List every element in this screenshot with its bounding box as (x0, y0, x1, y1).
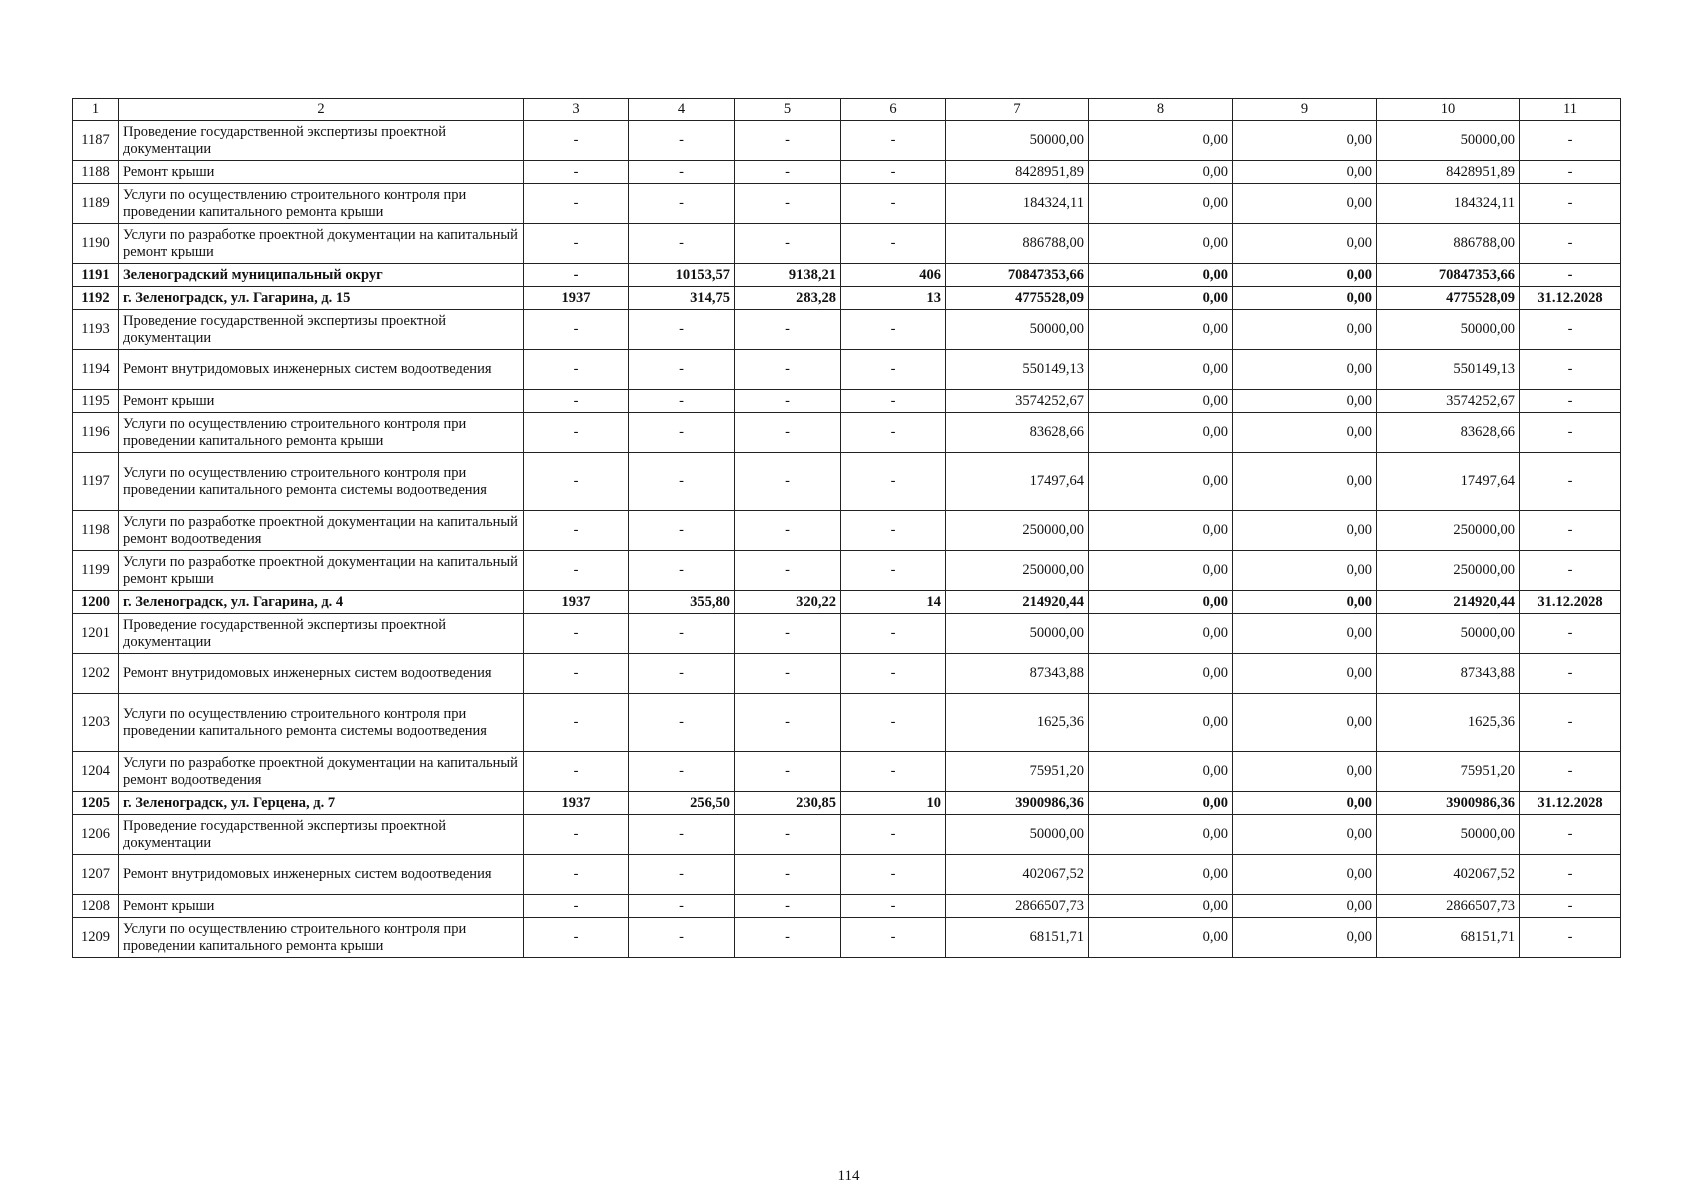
table-row (73, 350, 1621, 390)
cell-col-5: - (735, 413, 841, 453)
cell-col-7: 17497,64 (946, 453, 1089, 511)
cell-col-9: 0,00 (1233, 752, 1377, 792)
cell-col-4: - (629, 551, 735, 591)
cell-col-11: - (1520, 350, 1621, 390)
row-number: 1195 (73, 390, 119, 413)
cell-col-6: - (841, 815, 946, 855)
cell-col-11: - (1520, 855, 1621, 895)
cell-col-8: 0,00 (1089, 654, 1233, 694)
row-name: Услуги по разработке проектной документации на капитальный ремонт водоотведения (119, 752, 524, 792)
cell-col-6: - (841, 390, 946, 413)
cell-col-6: - (841, 310, 946, 350)
cell-col-6: - (841, 511, 946, 551)
cell-col-4: - (629, 413, 735, 453)
table-row (73, 654, 1621, 694)
row-name: Проведение государственной экспертизы проектной документации (119, 310, 524, 350)
table-row (73, 895, 1621, 918)
cell-col-6: - (841, 654, 946, 694)
cell-col-7: 1625,36 (946, 694, 1089, 752)
cell-col-10: 886788,00 (1377, 224, 1520, 264)
cell-col-4: - (629, 815, 735, 855)
row-number: 1206 (73, 815, 119, 855)
cell-col-4: - (629, 350, 735, 390)
row-name: Ремонт внутридомовых инженерных систем водоотведения (119, 654, 524, 694)
cell-col-7: 250000,00 (946, 511, 1089, 551)
cell-col-5: - (735, 551, 841, 591)
cell-col-8: 0,00 (1089, 310, 1233, 350)
cell-col-11: - (1520, 511, 1621, 551)
cell-col-9: 0,00 (1233, 694, 1377, 752)
cell-col-5: 283,28 (735, 287, 841, 310)
table-row (73, 551, 1621, 591)
row-number: 1209 (73, 918, 119, 958)
table-body (73, 121, 1621, 958)
cell-col-3: - (524, 654, 629, 694)
cell-col-7: 50000,00 (946, 310, 1089, 350)
cell-col-9: 0,00 (1233, 654, 1377, 694)
cell-col-9: 0,00 (1233, 591, 1377, 614)
cell-col-5: - (735, 161, 841, 184)
table-row (73, 224, 1621, 264)
cell-col-5: - (735, 390, 841, 413)
row-number: 1203 (73, 694, 119, 752)
row-name: г. Зеленоградск, ул. Гагарина, д. 15 (119, 287, 524, 310)
row-name: Услуги по разработке проектной документации на капитальный ремонт водоотведения (119, 511, 524, 551)
cell-col-10: 184324,11 (1377, 184, 1520, 224)
cell-col-7: 50000,00 (946, 815, 1089, 855)
cell-col-7: 2866507,73 (946, 895, 1089, 918)
table-row (73, 264, 1621, 287)
table-row (73, 591, 1621, 614)
cell-col-8: 0,00 (1089, 161, 1233, 184)
table-row (73, 121, 1621, 161)
cell-col-9: 0,00 (1233, 390, 1377, 413)
cell-col-11: - (1520, 752, 1621, 792)
row-name: г. Зеленоградск, ул. Гагарина, д. 4 (119, 591, 524, 614)
row-name: Услуги по осуществлению строительного контроля при проведении капитального ремонта крыши (119, 918, 524, 958)
cell-col-4: 256,50 (629, 792, 735, 815)
row-number: 1189 (73, 184, 119, 224)
cell-col-11: - (1520, 121, 1621, 161)
cell-col-9: 0,00 (1233, 614, 1377, 654)
cell-col-6: - (841, 161, 946, 184)
repair-program-table (72, 98, 1621, 958)
cell-col-6: - (841, 121, 946, 161)
cell-col-5: - (735, 453, 841, 511)
cell-col-7: 50000,00 (946, 614, 1089, 654)
table-row (73, 161, 1621, 184)
cell-col-3: - (524, 614, 629, 654)
cell-col-9: 0,00 (1233, 161, 1377, 184)
cell-col-8: 0,00 (1089, 815, 1233, 855)
cell-col-7: 83628,66 (946, 413, 1089, 453)
header-col-5: 5 (735, 99, 841, 121)
cell-col-3: - (524, 453, 629, 511)
row-number: 1188 (73, 161, 119, 184)
cell-col-3: - (524, 310, 629, 350)
cell-col-11: - (1520, 224, 1621, 264)
row-name: Зеленоградский муниципальный округ (119, 264, 524, 287)
cell-col-8: 0,00 (1089, 752, 1233, 792)
cell-col-10: 4775528,09 (1377, 287, 1520, 310)
cell-col-9: 0,00 (1233, 918, 1377, 958)
cell-col-7: 184324,11 (946, 184, 1089, 224)
row-name: Услуги по разработке проектной документации на капитальный ремонт крыши (119, 551, 524, 591)
cell-col-10: 50000,00 (1377, 815, 1520, 855)
header-col-9: 9 (1233, 99, 1377, 121)
cell-col-5: - (735, 694, 841, 752)
cell-col-8: 0,00 (1089, 855, 1233, 895)
cell-col-5: - (735, 752, 841, 792)
cell-col-11: - (1520, 264, 1621, 287)
cell-col-8: 0,00 (1089, 184, 1233, 224)
cell-col-7: 68151,71 (946, 918, 1089, 958)
cell-col-10: 70847353,66 (1377, 264, 1520, 287)
row-number: 1191 (73, 264, 119, 287)
cell-col-5: - (735, 511, 841, 551)
cell-col-5: - (735, 121, 841, 161)
cell-col-8: 0,00 (1089, 614, 1233, 654)
cell-col-5: 230,85 (735, 792, 841, 815)
cell-col-9: 0,00 (1233, 121, 1377, 161)
cell-col-7: 214920,44 (946, 591, 1089, 614)
table-row (73, 694, 1621, 752)
cell-col-8: 0,00 (1089, 390, 1233, 413)
cell-col-11: - (1520, 161, 1621, 184)
cell-col-8: 0,00 (1089, 792, 1233, 815)
cell-col-6: - (841, 918, 946, 958)
cell-col-6: - (841, 224, 946, 264)
cell-col-10: 17497,64 (1377, 453, 1520, 511)
cell-col-10: 214920,44 (1377, 591, 1520, 614)
cell-col-11: - (1520, 551, 1621, 591)
row-name: Ремонт внутридомовых инженерных систем водоотведения (119, 350, 524, 390)
cell-col-3: - (524, 918, 629, 958)
cell-col-4: - (629, 918, 735, 958)
table-row (73, 614, 1621, 654)
cell-col-4: - (629, 184, 735, 224)
cell-col-4: - (629, 694, 735, 752)
row-number: 1200 (73, 591, 119, 614)
cell-col-4: - (629, 614, 735, 654)
cell-col-8: 0,00 (1089, 287, 1233, 310)
table-row (73, 752, 1621, 792)
row-name: Ремонт крыши (119, 390, 524, 413)
cell-col-5: - (735, 654, 841, 694)
cell-col-8: 0,00 (1089, 224, 1233, 264)
cell-col-3: 1937 (524, 591, 629, 614)
cell-col-3: - (524, 815, 629, 855)
cell-col-3: - (524, 752, 629, 792)
cell-col-3: - (524, 511, 629, 551)
table-row (73, 453, 1621, 511)
cell-col-6: 13 (841, 287, 946, 310)
cell-col-5: - (735, 350, 841, 390)
row-name: г. Зеленоградск, ул. Герцена, д. 7 (119, 792, 524, 815)
cell-col-4: - (629, 453, 735, 511)
cell-col-10: 402067,52 (1377, 855, 1520, 895)
cell-col-11: - (1520, 310, 1621, 350)
table-row (73, 815, 1621, 855)
cell-col-5: - (735, 855, 841, 895)
cell-col-7: 8428951,89 (946, 161, 1089, 184)
cell-col-4: - (629, 511, 735, 551)
cell-col-5: - (735, 224, 841, 264)
cell-col-10: 50000,00 (1377, 310, 1520, 350)
table-row (73, 310, 1621, 350)
header-col-10: 10 (1377, 99, 1520, 121)
cell-col-10: 1625,36 (1377, 694, 1520, 752)
cell-col-6: - (841, 614, 946, 654)
header-col-6: 6 (841, 99, 946, 121)
cell-col-3: - (524, 184, 629, 224)
cell-col-11: - (1520, 413, 1621, 453)
cell-col-9: 0,00 (1233, 815, 1377, 855)
cell-col-8: 0,00 (1089, 694, 1233, 752)
cell-col-6: - (841, 453, 946, 511)
header-col-11: 11 (1520, 99, 1621, 121)
cell-col-10: 250000,00 (1377, 511, 1520, 551)
cell-col-10: 2866507,73 (1377, 895, 1520, 918)
cell-col-3: - (524, 264, 629, 287)
cell-col-7: 402067,52 (946, 855, 1089, 895)
row-number: 1199 (73, 551, 119, 591)
cell-col-5: - (735, 918, 841, 958)
cell-col-3: - (524, 121, 629, 161)
row-number: 1201 (73, 614, 119, 654)
cell-col-9: 0,00 (1233, 287, 1377, 310)
row-name: Услуги по осуществлению строительного контроля при проведении капитального ремонта крыши (119, 184, 524, 224)
cell-col-4: - (629, 310, 735, 350)
cell-col-8: 0,00 (1089, 918, 1233, 958)
row-name: Услуги по осуществлению строительного контроля при проведении капитального ремонта системы водоотведения (119, 694, 524, 752)
cell-col-7: 886788,00 (946, 224, 1089, 264)
cell-col-8: 0,00 (1089, 591, 1233, 614)
row-name: Услуги по осуществлению строительного контроля при проведении капитального ремонта системы водоотведения (119, 453, 524, 511)
cell-col-9: 0,00 (1233, 224, 1377, 264)
cell-col-4: - (629, 161, 735, 184)
cell-col-9: 0,00 (1233, 551, 1377, 591)
cell-col-3: - (524, 413, 629, 453)
cell-col-3: 1937 (524, 792, 629, 815)
cell-col-6: - (841, 694, 946, 752)
cell-col-9: 0,00 (1233, 895, 1377, 918)
cell-col-7: 550149,13 (946, 350, 1089, 390)
cell-col-11: - (1520, 390, 1621, 413)
cell-col-7: 75951,20 (946, 752, 1089, 792)
cell-col-6: - (841, 350, 946, 390)
cell-col-5: 9138,21 (735, 264, 841, 287)
cell-col-4: 10153,57 (629, 264, 735, 287)
cell-col-9: 0,00 (1233, 264, 1377, 287)
cell-col-8: 0,00 (1089, 895, 1233, 918)
row-number: 1204 (73, 752, 119, 792)
cell-col-10: 75951,20 (1377, 752, 1520, 792)
cell-col-9: 0,00 (1233, 184, 1377, 224)
header-col-3: 3 (524, 99, 629, 121)
cell-col-11: - (1520, 815, 1621, 855)
cell-col-7: 87343,88 (946, 654, 1089, 694)
row-number: 1198 (73, 511, 119, 551)
cell-col-3: - (524, 694, 629, 752)
row-number: 1194 (73, 350, 119, 390)
row-name: Ремонт крыши (119, 895, 524, 918)
header-col-4: 4 (629, 99, 735, 121)
cell-col-11: - (1520, 694, 1621, 752)
cell-col-10: 50000,00 (1377, 614, 1520, 654)
cell-col-6: - (841, 752, 946, 792)
table-row (73, 855, 1621, 895)
cell-col-5: - (735, 184, 841, 224)
cell-col-11: 31.12.2028 (1520, 287, 1621, 310)
column-number-header-row (73, 99, 1621, 121)
row-number: 1202 (73, 654, 119, 694)
cell-col-5: - (735, 614, 841, 654)
table-row (73, 918, 1621, 958)
cell-col-10: 68151,71 (1377, 918, 1520, 958)
cell-col-4: - (629, 121, 735, 161)
cell-col-3: - (524, 551, 629, 591)
row-number: 1193 (73, 310, 119, 350)
cell-col-3: - (524, 895, 629, 918)
cell-col-7: 70847353,66 (946, 264, 1089, 287)
cell-col-4: - (629, 224, 735, 264)
cell-col-3: 1937 (524, 287, 629, 310)
cell-col-6: - (841, 551, 946, 591)
cell-col-11: 31.12.2028 (1520, 792, 1621, 815)
cell-col-7: 50000,00 (946, 121, 1089, 161)
cell-col-8: 0,00 (1089, 453, 1233, 511)
cell-col-8: 0,00 (1089, 121, 1233, 161)
cell-col-4: - (629, 855, 735, 895)
cell-col-11: - (1520, 654, 1621, 694)
cell-col-10: 50000,00 (1377, 121, 1520, 161)
row-name: Услуги по осуществлению строительного контроля при проведении капитального ремонта крыши (119, 413, 524, 453)
cell-col-7: 3900986,36 (946, 792, 1089, 815)
row-number: 1208 (73, 895, 119, 918)
cell-col-9: 0,00 (1233, 511, 1377, 551)
header-col-7: 7 (946, 99, 1089, 121)
cell-col-8: 0,00 (1089, 413, 1233, 453)
row-name: Ремонт крыши (119, 161, 524, 184)
cell-col-10: 87343,88 (1377, 654, 1520, 694)
cell-col-4: - (629, 895, 735, 918)
cell-col-4: - (629, 654, 735, 694)
cell-col-5: 320,22 (735, 591, 841, 614)
table-row (73, 287, 1621, 310)
cell-col-6: - (841, 184, 946, 224)
header-col-8: 8 (1089, 99, 1233, 121)
cell-col-3: - (524, 390, 629, 413)
cell-col-11: - (1520, 184, 1621, 224)
cell-col-10: 550149,13 (1377, 350, 1520, 390)
cell-col-9: 0,00 (1233, 413, 1377, 453)
cell-col-10: 83628,66 (1377, 413, 1520, 453)
row-number: 1197 (73, 453, 119, 511)
row-number: 1205 (73, 792, 119, 815)
cell-col-6: - (841, 895, 946, 918)
cell-col-9: 0,00 (1233, 792, 1377, 815)
cell-col-6: 406 (841, 264, 946, 287)
row-name: Проведение государственной экспертизы проектной документации (119, 614, 524, 654)
cell-col-11: - (1520, 918, 1621, 958)
cell-col-4: - (629, 752, 735, 792)
cell-col-9: 0,00 (1233, 855, 1377, 895)
cell-col-5: - (735, 815, 841, 855)
cell-col-8: 0,00 (1089, 350, 1233, 390)
cell-col-8: 0,00 (1089, 264, 1233, 287)
header-col-1: 1 (73, 99, 119, 121)
cell-col-6: - (841, 855, 946, 895)
cell-col-7: 3574252,67 (946, 390, 1089, 413)
cell-col-10: 250000,00 (1377, 551, 1520, 591)
table-row (73, 792, 1621, 815)
row-name: Проведение государственной экспертизы проектной документации (119, 121, 524, 161)
cell-col-4: 355,80 (629, 591, 735, 614)
cell-col-9: 0,00 (1233, 350, 1377, 390)
table-row (73, 390, 1621, 413)
cell-col-11: - (1520, 895, 1621, 918)
cell-col-3: - (524, 224, 629, 264)
cell-col-11: - (1520, 453, 1621, 511)
table-row (73, 511, 1621, 551)
row-name: Услуги по разработке проектной документации на капитальный ремонт крыши (119, 224, 524, 264)
row-number: 1196 (73, 413, 119, 453)
table-row (73, 184, 1621, 224)
cell-col-4: 314,75 (629, 287, 735, 310)
cell-col-11: - (1520, 614, 1621, 654)
table-row (73, 413, 1621, 453)
cell-col-3: - (524, 161, 629, 184)
cell-col-3: - (524, 350, 629, 390)
cell-col-10: 8428951,89 (1377, 161, 1520, 184)
cell-col-7: 250000,00 (946, 551, 1089, 591)
row-number: 1192 (73, 287, 119, 310)
cell-col-11: 31.12.2028 (1520, 591, 1621, 614)
cell-col-7: 4775528,09 (946, 287, 1089, 310)
row-number: 1187 (73, 121, 119, 161)
cell-col-5: - (735, 310, 841, 350)
cell-col-3: - (524, 855, 629, 895)
header-col-2: 2 (119, 99, 524, 121)
cell-col-9: 0,00 (1233, 453, 1377, 511)
row-name: Ремонт внутридомовых инженерных систем водоотведения (119, 855, 524, 895)
cell-col-8: 0,00 (1089, 551, 1233, 591)
cell-col-9: 0,00 (1233, 310, 1377, 350)
cell-col-5: - (735, 895, 841, 918)
cell-col-4: - (629, 390, 735, 413)
row-name: Проведение государственной экспертизы проектной документации (119, 815, 524, 855)
page-number: 114 (837, 1168, 860, 1184)
row-number: 1207 (73, 855, 119, 895)
cell-col-10: 3574252,67 (1377, 390, 1520, 413)
cell-col-6: 14 (841, 591, 946, 614)
row-number: 1190 (73, 224, 119, 264)
cell-col-6: 10 (841, 792, 946, 815)
cell-col-6: - (841, 413, 946, 453)
cell-col-10: 3900986,36 (1377, 792, 1520, 815)
cell-col-8: 0,00 (1089, 511, 1233, 551)
